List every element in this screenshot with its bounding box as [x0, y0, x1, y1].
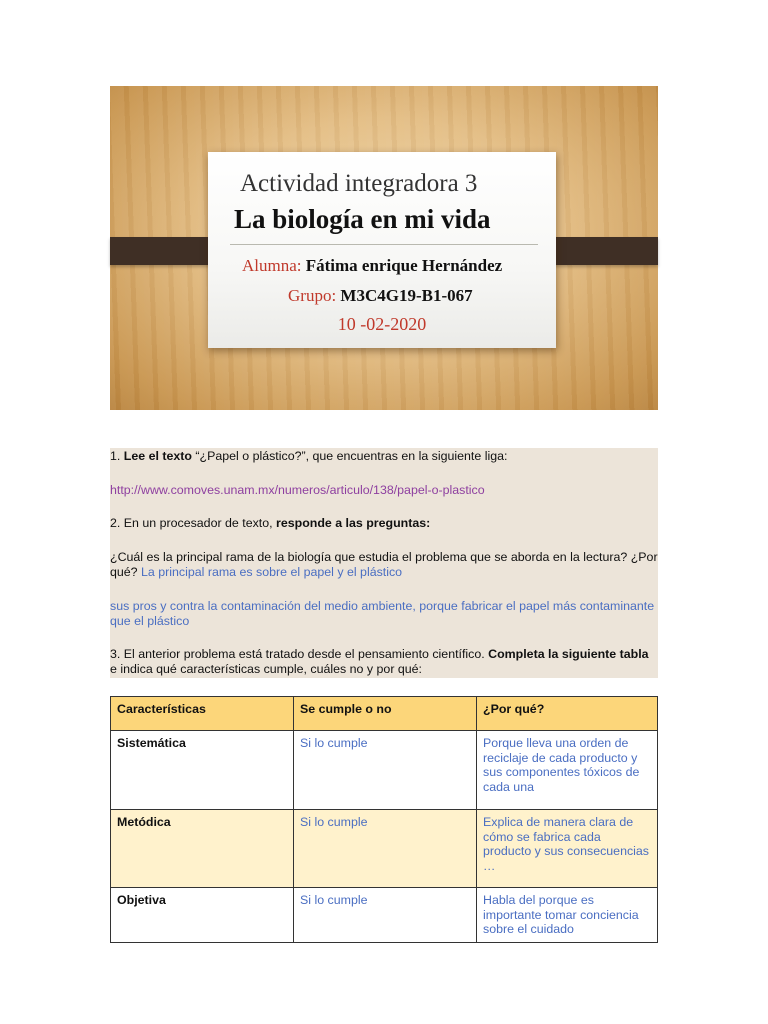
answer-start: La principal rama es sobre el papel y el plástico: [141, 565, 403, 579]
instruction-2-bold: responde a las preguntas:: [276, 516, 431, 530]
instruction-3-bold: Completa la siguiente tabla: [488, 647, 649, 661]
instruction-3-rest: e indica qué características cumple, cuáles no y por qué:: [110, 662, 422, 676]
table-row: [111, 731, 658, 810]
group-value: M3C4G19-B1-067: [340, 286, 473, 305]
student-name: Fátima enrique Hernández: [305, 256, 503, 275]
instruction-1-text: “¿Papel o plástico?”, que encuentras en la siguiente liga:: [191, 449, 508, 463]
instruction-1-bold: Lee el texto: [123, 449, 192, 463]
date: 10 -02-2020: [337, 314, 427, 334]
title-divider: [230, 244, 538, 245]
group-label: Grupo:: [288, 286, 337, 305]
row-value: Si lo cumple: [294, 810, 477, 888]
table-row: [111, 810, 658, 888]
activity-subtitle: La biología en mi vida: [234, 204, 491, 234]
characteristics-table: [110, 696, 658, 943]
student-line: [242, 256, 502, 276]
cover-banner: [110, 86, 658, 410]
row-value: Si lo cumple: [294, 731, 477, 810]
row-reason: Porque lleva una orden de reciclaje de cada producto y sus componentes tóxicos de cada una: [477, 731, 658, 810]
instruction-1: [110, 449, 658, 464]
header-fulfilled: Se cumple o no: [294, 697, 477, 731]
row-reason: Explica de manera clara de cómo se fabrica cada producto y sus consecuencias …: [477, 810, 658, 888]
item-number: 1.: [110, 449, 124, 463]
instruction-3: [110, 647, 658, 677]
question-text: ¿Cuál es la principal rama de la biología que estudia el problema que se aborda en la lectura? ¿Por qué?: [110, 550, 658, 579]
instruction-2-text: 2. En un procesador de texto,: [110, 516, 277, 530]
instruction-2: [110, 516, 658, 531]
student-label: Alumna:: [242, 256, 302, 275]
row-value: Si lo cumple: [294, 888, 477, 943]
row-name: Sistemática: [111, 731, 294, 810]
row-reason: Habla del porque es importante tomar conciencia sobre el cuidado: [477, 888, 658, 943]
table-header-row: [111, 697, 658, 731]
answer-continuation: sus pros y contra la contaminación del medio ambiente, porque fabricar el papel más contaminante que el plástico: [110, 599, 655, 628]
group-line: [288, 286, 473, 306]
instructions-box: [110, 448, 658, 678]
instruction-3-text: 3. El anterior problema está tratado desde el pensamiento científico.: [110, 647, 489, 661]
activity-title: Actividad integradora 3: [240, 170, 478, 197]
row-name: Objetiva: [111, 888, 294, 943]
header-why: ¿Por qué?: [477, 697, 658, 731]
decorative-band-left: [110, 237, 220, 265]
decorative-band-right: [546, 237, 658, 265]
row-name: Metódica: [111, 810, 294, 888]
title-card: [208, 152, 556, 348]
header-characteristics: Características: [111, 697, 294, 731]
table-row: [111, 888, 658, 943]
question: [110, 550, 658, 580]
article-link[interactable]: http://www.comoves.unam.mx/numeros/articulo/138/papel-o-plastico: [110, 483, 485, 497]
